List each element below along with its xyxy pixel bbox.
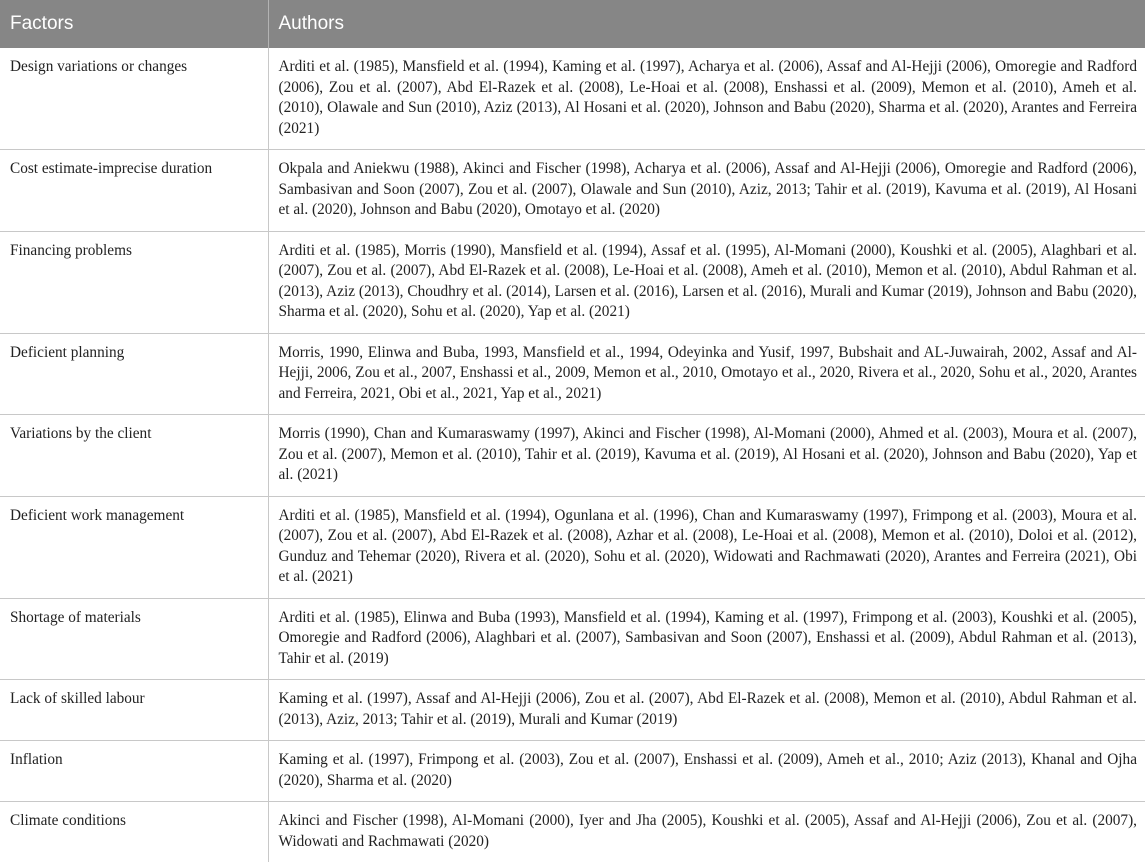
- table-row: [0, 741, 1145, 802]
- factor-cell: Variations by the client: [0, 415, 268, 497]
- authors-cell: Kaming et al. (1997), Assaf and Al-Hejji (2006), Zou et al. (2007), Abd El-Razek et al. (2008), Memon et al. (2010), Abdul Rahman et al. (2013), Aziz, 2013; Tahir et al. (2019), Murali and Kumar (2019): [268, 680, 1145, 741]
- header-row: [0, 0, 1145, 48]
- factor-cell: Design variations or changes: [0, 48, 268, 150]
- table-row: [0, 231, 1145, 333]
- authors-cell: Kaming et al. (1997), Frimpong et al. (2003), Zou et al. (2007), Enshassi et al. (2009), Ameh et al., 2010; Aziz (2013), Khanal and Ojha (2020), Sharma et al. (2020): [268, 741, 1145, 802]
- table-row: [0, 48, 1145, 150]
- authors-cell: Arditi et al. (1985), Mansfield et al. (1994), Kaming et al. (1997), Acharya et al. (2006), Assaf and Al-Hejji (2006), Omoregie and Radford (2006), Zou et al. (2007), Abd El-Razek et al. (2008), Le-Hoai et al. (2008), Enshassi et al. (2009), Memon et al. (2010), Ameh et al. (2010), Olawale and Sun (2010), Aziz (2013), Al Hosani et al. (2020), Johnson and Babu (2020), Sharma et al. (2020), Arantes and Ferreira (2021): [268, 48, 1145, 150]
- table-body: [0, 48, 1145, 862]
- column-header-factors: Factors: [0, 0, 268, 48]
- table-row: [0, 415, 1145, 497]
- authors-cell: Arditi et al. (1985), Mansfield et al. (1994), Ogunlana et al. (1996), Chan and Kumaraswamy (1997), Frimpong et al. (2003), Moura et al. (2007), Zou et al. (2007), Abd El-Razek et al. (2008), Azhar et al. (2008), Le-Hoai et al. (2008), Memon et al. (2010), Doloi et al. (2012), Gunduz and Tehemar (2020), Rivera et al. (2020), Sohu et al. (2020), Widowati and Rachmawati (2020), Arantes and Ferreira (2021), Obi et al. (2021): [268, 496, 1145, 598]
- table-row: [0, 150, 1145, 232]
- table-row: [0, 680, 1145, 741]
- factor-cell: Climate conditions: [0, 802, 268, 862]
- authors-cell: Morris (1990), Chan and Kumaraswamy (1997), Akinci and Fischer (1998), Al-Momani (2000), Ahmed et al. (2003), Moura et al. (2007), Zou et al. (2007), Memon et al. (2010), Tahir et al. (2019), Kavuma et al. (2019), Al Hosani et al. (2020), Johnson and Babu (2020), Yap et al. (2021): [268, 415, 1145, 497]
- authors-cell: Okpala and Aniekwu (1988), Akinci and Fischer (1998), Acharya et al. (2006), Assaf and Al-Hejji (2006), Omoregie and Radford (2006), Sambasivan and Soon (2007), Zou et al. (2007), Olawale and Sun (2010), Aziz, 2013; Tahir et al. (2019), Kavuma et al. (2019), Al Hosani et al. (2020), Johnson and Babu (2020), Omotayo et al. (2020): [268, 150, 1145, 232]
- authors-cell: Arditi et al. (1985), Elinwa and Buba (1993), Mansfield et al. (1994), Kaming et al. (1997), Frimpong et al. (2003), Koushki et al. (2005), Omoregie and Radford (2006), Alaghbari et al. (2007), Sambasivan and Soon (2007), Enshassi et al. (2009), Abdul Rahman et al. (2013), Tahir et al. (2019): [268, 598, 1145, 680]
- factor-cell: Cost estimate-imprecise duration: [0, 150, 268, 232]
- authors-cell: Morris, 1990, Elinwa and Buba, 1993, Mansfield et al., 1994, Odeyinka and Yusif, 1997, Bubshait and AL-Juwairah, 2002, Assaf and Al-Hejji, 2006, Zou et al., 2007, Enshassi et al., 2009, Memon et al., 2010, Omotayo et al., 2020, Rivera et al., 2020, Sohu et al., 2020, Arantes and Ferreira, 2021, Obi et al., 2021, Yap et al., 2021): [268, 333, 1145, 415]
- factor-cell: Deficient work management: [0, 496, 268, 598]
- factor-cell: Financing problems: [0, 231, 268, 333]
- table-row: [0, 598, 1145, 680]
- table-header: [0, 0, 1145, 48]
- authors-cell: Arditi et al. (1985), Morris (1990), Mansfield et al. (1994), Assaf et al. (1995), Al-Momani (2000), Koushki et al. (2005), Alaghbari et al. (2007), Zou et al. (2007), Abd El-Razek et al. (2008), Le-Hoai et al. (2008), Ameh et al. (2010), Memon et al. (2010), Abdul Rahman et al. (2013), Aziz (2013), Choudhry et al. (2014), Larsen et al. (2016), Larsen et al. (2016), Murali and Kumar (2019), Johnson and Babu (2020), Sharma et al. (2020), Sohu et al. (2020), Yap et al. (2021): [268, 231, 1145, 333]
- factor-cell: Shortage of materials: [0, 598, 268, 680]
- factor-cell: Lack of skilled labour: [0, 680, 268, 741]
- factor-cell: Inflation: [0, 741, 268, 802]
- authors-cell: Akinci and Fischer (1998), Al-Momani (2000), Iyer and Jha (2005), Koushki et al. (2005), Assaf and Al-Hejji (2006), Zou et al. (2007), Widowati and Rachmawati (2020): [268, 802, 1145, 862]
- table-row: [0, 802, 1145, 862]
- column-header-authors: Authors: [268, 0, 1145, 48]
- table-row: [0, 333, 1145, 415]
- table-row: [0, 496, 1145, 598]
- factor-cell: Deficient planning: [0, 333, 268, 415]
